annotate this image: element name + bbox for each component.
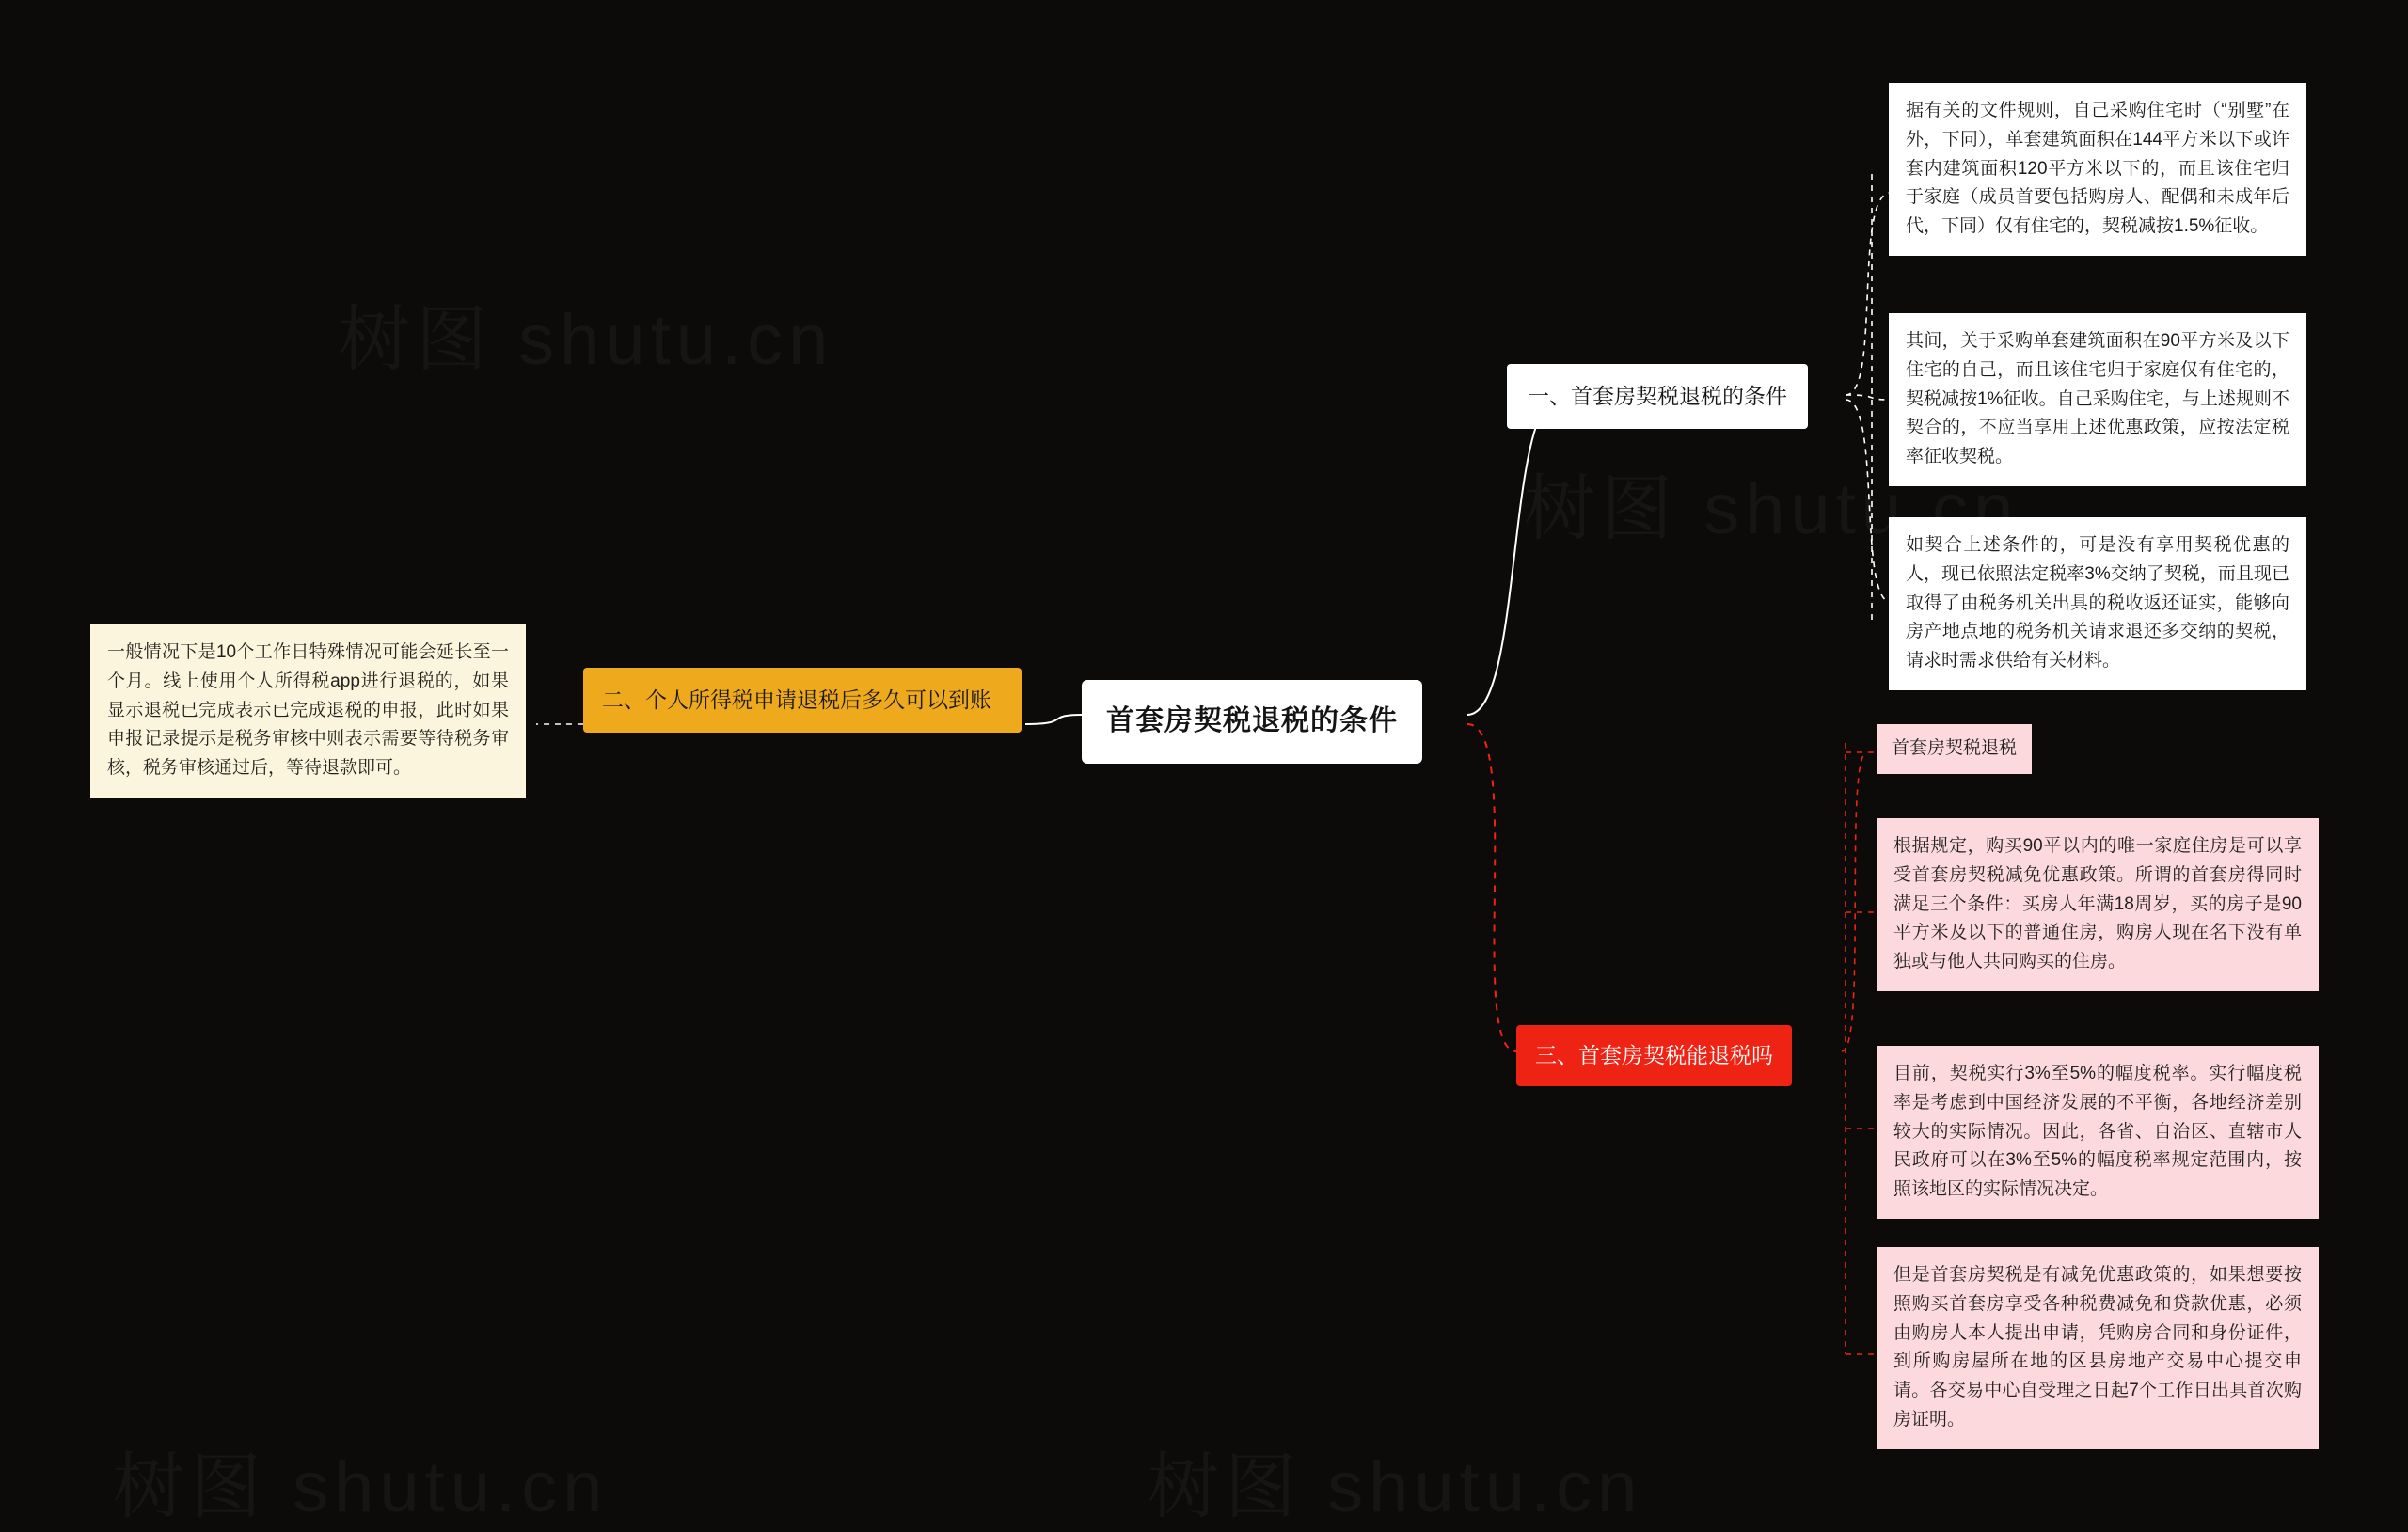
watermark [1148, 1429, 1642, 1532]
watermark [113, 1429, 608, 1532]
leaf-node-2-1[interactable]: 一般情况下是10个工作日特殊情况可能会延长至一个月。线上使用个人所得税app进行退税的，如果显示退税已完成表示已完成退税的申报，此时如果申报记录提示是税务审核中则表示需要等待税务审核，税务审核通过后，等待退款即可。 [90, 624, 526, 798]
leaf-node-1-1[interactable]: 据有关的文件规则，自己采购住宅时（“别墅”在外，下同），单套建筑面积在144平方米以下或许套内建筑面积120平方米以下的，而且该住宅归于家庭（成员首要包括购房人、配偶和未成年后代，下同）仅有住宅的，契税减按1.5%征收。 [1889, 83, 2306, 256]
branch-node-3[interactable]: 三、首套房契税能退税吗 [1516, 1025, 1792, 1086]
link-branch3-leaf0 [1842, 752, 1867, 1051]
leaf-node-3-0[interactable]: 首套房契税退税 [1877, 724, 2032, 774]
watermark [339, 282, 833, 385]
link-root-branch3 [1467, 724, 1516, 1051]
link-root-branch1 [1467, 395, 1561, 715]
leaf-node-3-3[interactable]: 但是首套房契税是有减免优惠政策的，如果想要按照购买首套房享受各种税费减免和贷款优惠，必须由购房人本人提出申请，凭购房合同和身份证件，到所购房屋所在地的区县房地产交易中心提交申请。各交易中心自受理之日起7个工作日出具首次购房证明。 [1877, 1247, 2319, 1449]
link-branch1-leaf1 [1846, 193, 1891, 395]
leaf-node-1-3[interactable]: 如契合上述条件的，可是没有享用契税优惠的人，现已依照法定税率3%交纳了契税，而且现已取得了由税务机关出具的税收返还证实，能够向房产地点地的税务机关请求退还多交纳的契税，请求时需求供给有关材料。 [1889, 517, 2306, 690]
leaf-node-1-2[interactable]: 其间，关于采购单套建筑面积在90平方米及以下住宅的自己，而且该住宅归于家庭仅有住宅的，契税减按1%征收。自己采购住宅，与上述规则不契合的，不应当享用上述优惠政策，应按法定税率征收契税。 [1889, 313, 2306, 486]
branch-node-2[interactable]: 二、个人所得税申请退税后多久可以到账 [583, 668, 1022, 733]
root-node[interactable]: 首套房契税退税的条件 [1082, 680, 1422, 764]
leaf-node-3-1[interactable]: 根据规定，购买90平以内的唯一家庭住房是可以享受首套房契税减免优惠政策。所谓的首套房得同时满足三个条件：买房人年满18周岁，买的房子是90平方米及以下的普通住房，购房人现在名下没有单独或与他人共同购买的住房。 [1877, 818, 2319, 991]
branch-node-1[interactable]: 一、首套房契税退税的条件 [1507, 364, 1808, 429]
link-branch1-leaf2 [1846, 395, 1891, 400]
link-root-branch2 [1025, 715, 1082, 724]
leaf-node-3-2[interactable]: 目前，契税实行3%至5%的幅度税率。实行幅度税率是考虑到中国经济发展的不平衡，各地经济差别较大的实际情况。因此，各省、自治区、直辖市人民政府可以在3%至5%的幅度税率规定范围内，按照该地区的实际情况决定。 [1877, 1046, 2319, 1219]
